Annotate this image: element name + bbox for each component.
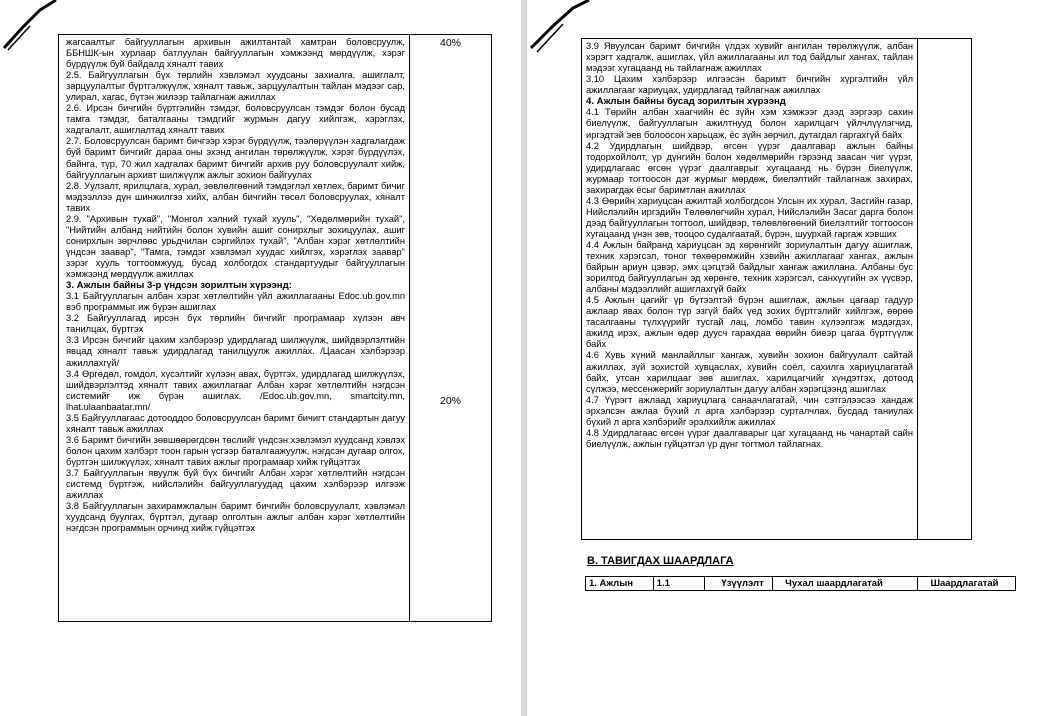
page-corner-fold-mark [0, 0, 60, 60]
duty-paragraph: 3.5 Байгууллагаас дотооддоо боловсруулсан баримт бичигт стандартын дагуу хяналт тавьж ажиллах [66, 412, 405, 434]
duty-paragraph: 4.1 Төрийн албан хаагчийн ёс зүйн хэм хэмжээг дээд зэргээр сахин биелүүлж, байгууллагын ажилтнууд болон харилцагч үйлчлүүлэгчид, иргэдтэй эев болоосон харьцаж, ёс зүйн зөрчил, дутагдал гаргахгүй байх [586, 107, 913, 140]
duty-paragraph: 3.3 Ирсэн бичгийг цахим хэлбэрээр удирдлагад шилжүүлж, шийдвэрлэлтийн явцад хяналт тавьж удирдлагад танилцуулж ажиллах. /Цаасан хэлбэрээр ажиллахгүй/ [66, 335, 405, 368]
duty-paragraph: 3.1 Байгууллагын албан хэрэг хөтлөлтийн үйл ажиллагааны Edoc.ub.gov.mn вэб программыг иж бүрэн ашиглах [66, 291, 405, 313]
duties-text-column [582, 39, 918, 539]
requirements-cell-number: 1.1 [654, 577, 706, 590]
duty-paragraph: 3.10 Цахим хэлбэрээр илгээсэн баримт бичгийн хүргэлтийн үйл ажиллагааг хариуцах, удирдлагад тайлагнаж ажиллах [586, 74, 913, 96]
duty-paragraph: 2.7. Боловсруулсан баримт бичгээр хэрэг бүрдүүлж, тээлөрүүлэн хадгалагдаж буй баримт бичгийг дараа оны эхэнд ангилан төрөлжүүлж, хэрэг бүрдүүлэх, байнга, түр, 70 жил хадгалах баримт бичгийг архив руу боловсруулалт хийж, байгууллагын архивт шилжүүлж ажлыг зохион байгуулах [66, 136, 405, 180]
duty-paragraph: 3.9 Явуулсан баримт бичгийн үлдэх хувийг ангилан төрөлжүүлж, албан хэрэгт хадгалж, ашиглах, үйл ажиллагааны ил тод байдлыг хангах, тайлан мэдээг хугацаанд нь тайлагнаж ажиллах [586, 41, 913, 74]
section-title-requirements: В. ТАВИГДАХ ШААРДЛАГА [587, 555, 734, 567]
requirements-cell-essential: Чухал шаардлагатай [773, 577, 918, 590]
job-duties-table-left [58, 34, 492, 622]
duty-paragraph: 2.8. Уулзалт, ярилцлага, хурал, зөвлөлгөөний тэмдэглэл хөтлөх, баримт бичиг мэдээллээ дүн шинжилгээ хийх, албан бичгийн төсөл боловсруулах, хяналт тавих [66, 180, 405, 213]
requirements-table [585, 576, 1016, 591]
section-heading: 4. Ажлын байны бусад зорилтын хүрээнд [586, 96, 786, 108]
duty-paragraph: 3.6 Баримт бичгийн зөвшөөрөгдсөн төслийг үндсэн хэвлэмэл хуудсанд хэвлэх болон цахим хэлбэрт тоон гарын үсгээр баталгаажуулж, нэгдсэн дугаар олгох, бүртгэн шилжүүлэх, хяналт тавих ажлыг програмаар хийж гүйцэтгэх [66, 434, 405, 467]
right-document-page [527, 0, 1045, 716]
duty-paragraph: 4.3 Өөрийн хариуцсан ажилтай холбогдсон Улсын их хурал, Засгийн газар, Нийслэлийн иргэдийн Төлөөлөгчийн хурал, Нийслэлийн Засаг дарга болон дээд байгууллагын тогтоол, шийдвэр, төлөвлөгөөний биелэлтийг тогтоосон хугацаанд үнэн зөв, тооцоо судалгаатай, бүрэн, шуурхай гаргаж хэвших [586, 195, 913, 239]
duties-text-column [59, 35, 410, 621]
duty-paragraph: 4.2 Удирдлагын шийдвэр, өгсөн үүрэг даалгавар ажлын байны тодорхойлолт, үр дүнгийн болон хөдөлмөрийн гэрээнд заасан чиг үүрэг, удирдлагаас өгсөн үүрэг даалгаврыг хугацаанд нь бүрэн биелүүлж, журмаар тогтоосон дэг журмыг мөрдөж, биелэлтийг тайлагнаж захирах, захирагдах ёсыг баримтлан ажиллах [586, 140, 913, 195]
duty-paragraph: 4.4 Ажлын байранд хариуцсан эд хөрөнгийг зориулалтын дагуу ашиглаж, техник хэрэгсэл, тоног төхөөрөмжийн хэвийн ажиллагааг хангах, ажлын байрын ариун цэвэр, эмх цэгцтэй байдлыг хангаж ажиллана. Албаны бус зорилгод байгууллагын эд хөрөнгө, техник хэрэгсэл, санхүүгийн эх үүсвэр, албаны мэдээллийг ашиглахгүй байх [586, 240, 913, 295]
duty-paragraph: 4.6 Хувь хүний манлайллыг хангаж, хувийн зохион байгуулалт сайтай ажиллах, зүй зохистой хувцаслах, хувийн соёл, сахилга хариуцлагатай байх, утсан харилцааг зөв ашиглах, харилцагчийг хүндэтгэх, дотоод сүлжээ, мессенжерийг зориулалтын дагуу албан хэрэгцээнд ашиглах [586, 350, 913, 394]
duty-paragraph: 3.7 Байгууллагын явуулж буй бүх бичгийг Албан хэрэг хөтлөлтийн нэгдсэн системд бүртгэж, нийслэлийн байгууллагуудад цахим хэлбэрээр илгээж ажиллах [66, 467, 405, 501]
duty-paragraph: 2.6. Ирсэн бичгийн бүртгэлийн тэмдэг, боловсруулсан тэмдэг болон бусад тамга тэмдэг, баталгааны тэмдгийг журмын дагуу хийлгэж, хэрэглэх, хадгалалт, ашиглалтад хяналт тавих [66, 103, 405, 136]
requirements-cell-indicator: Үзүүлэлт [705, 577, 773, 590]
job-duties-table-right [581, 38, 972, 540]
duty-paragraph: 4.7 Үүрэгт ажлаад хариуцлага санаачлагатай, чин сэтгэлээсээ хандаж эрхэлсэн ажлаа бүхий л арга хэлбэрээр сурталчлах, бусдад таниулах бүхий л арга хэлбэрийг эрэлхийлж ажиллах [586, 394, 913, 427]
weight-percent-column [410, 35, 491, 621]
duty-paragraph: 2.9. "Архивын тухай", "Монгол хэлний тухай хууль", "Хөдөлмөрийн тухай", "Нийтийн албанд нийтийн болон хувийн ашиг сонирхлыг зохицуулах, ашиг сонирхлын зөрчлөөс урьдчилан сэргийлэх тухай", "Албан хэрэг хөтлөлтийн үндсэн заавар", "Тамга, тэмдэг хэвлэмэл хуудас хийлгэх, хэрэглэх заавар" зэрэг хууль тогтоомжууд, бусад холбогдох стандартуудыг байгууллагын хэмжээнд мөрдүүлж ажиллах [66, 213, 405, 279]
duty-paragraph: 3.4 Өргөдөл, гомдол, хүсэлтийг хүлээн авах, бүртгэх, удирдлагад шилжүүлэх, шийдвэрлэлтэд хяналт тавих ажиллагааг Албан хэрэг хөтлөлтийн нэгдсэн системийг иж бүрэн ашиглах. /Edoc.ub.gov.mn, smartcity.mn, lhat.ulaanbaatar.mn/ [66, 368, 405, 412]
weight-percent-40: 40% [439, 37, 461, 49]
duty-paragraph: жагсаалтыг байгууллагын архивын ажилтантай хамтран боловсруулж, ББНШК-ын хурлаар батлуулан байгууллагын хэмжээнд мөрдүүлж, хэрэг бүрдүүлж буй байдалд хяналт тавих [66, 37, 405, 70]
section-heading: 3. Ажлын байны 3-р үндсэн зорилтын хүрээнд: [66, 280, 292, 292]
duty-paragraph: 4.8 Удирдлагаас өгсөн үүрэг даалгаварыг цаг хугацаанд нь чанартай сайн биелүүлж, ажлын гүйцэтгэл үр дүнг тогтмол тайлагнах. [586, 427, 913, 449]
duty-paragraph: 4.5 Ажлын цагийг үр бүтээлтэй бүрэн ашиглаж, ажлын цагаар гадуур ажлаар явах болон түр эзгүй байх үед зохих бүртгэлийг хийлгэж, өөрөө тасалгааны түлхүүрийг тусгай лац, ломбо тавин хүлээлгэж мэдэгдэх, ажилд ирэх, ажлын өдөр дуусч гарахдаа өөрийн биеэр цагаа бүртгүүлж байх [586, 295, 913, 350]
left-document-page [0, 0, 521, 716]
requirements-cell-category: 1. Ажлын [586, 577, 654, 590]
duty-paragraph: 2.5. Байгууллагын бүх төрлийн хэвлэмэл хуудсаны захиалга, ашиглалт, зарцуулалтыг бүртгэлжүүлж, хяналт тавьж, зарцуулалтын тайлан мэдээг сар, улирал, хагас, бүтэн жилээр тайлагнаж ажиллах [66, 70, 405, 103]
duty-paragraph: 3.8 Байгууллагын захирамжлалын баримт бичгийн боловсруулалт, хэвлэмэл хуудсанд буулгах, бүртгэл, дугаар олголтын ажлыг албан хэрэг хөтлөлтийн нэгдсэн программын орчинд хийж гүйцэтгэх [66, 501, 405, 534]
duty-paragraph: 3.2 Байгууллагад ирсэн бүх төрлийн бичгийг програмаар хүлээн авч танилцах, бүртгэх [66, 313, 405, 335]
requirements-cell-required: Шаардлагатай [930, 578, 999, 589]
weight-percent-20: 20% [439, 395, 461, 407]
